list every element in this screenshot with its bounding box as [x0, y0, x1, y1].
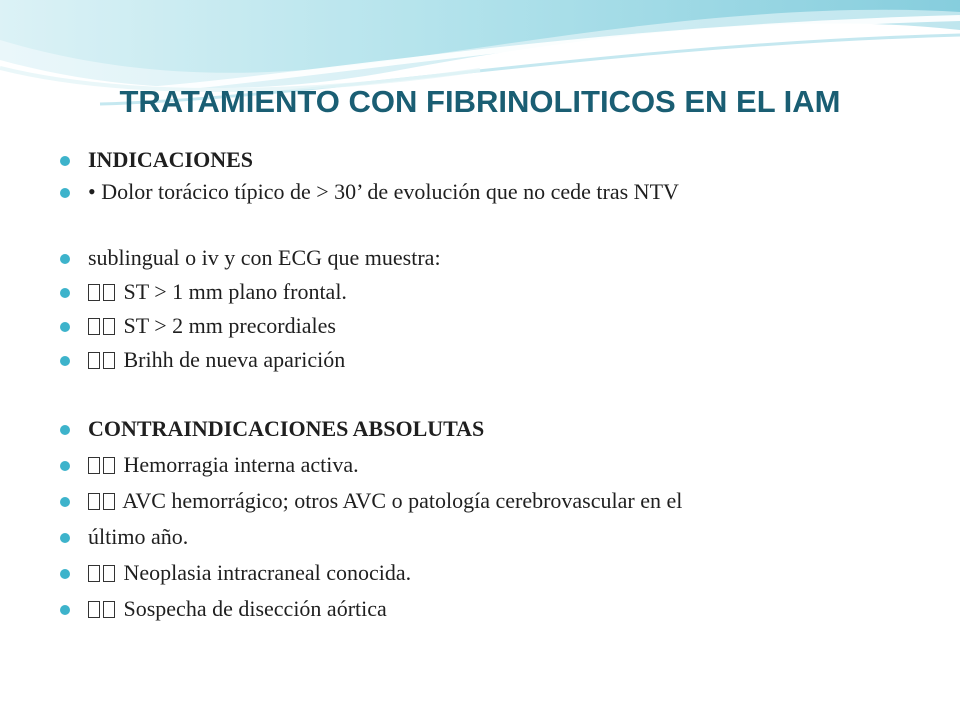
list-item: [60, 489, 910, 512]
bullet-dot-icon: [60, 156, 70, 166]
bullet-dot-icon: [60, 461, 70, 471]
list-item: [60, 525, 910, 548]
bullet-dot-icon: [60, 497, 70, 507]
list-item-label: Neoplasia intracraneal conocida.: [123, 560, 412, 585]
list-item: [60, 561, 910, 584]
missing-glyph-icon: [103, 565, 115, 582]
list-item: [60, 246, 910, 269]
list-item-label: último año.: [88, 524, 189, 549]
bullet-dot-icon: [60, 254, 70, 264]
list-item: [60, 280, 910, 303]
list-item-label: CONTRAINDICACIONES ABSOLUTAS: [88, 416, 485, 441]
list-item: [60, 180, 910, 203]
list-item: [60, 314, 910, 337]
missing-glyph-icon: [103, 493, 115, 510]
bullet-dot-icon: [60, 425, 70, 435]
missing-glyph-icon: [103, 284, 115, 301]
list-item-label: INDICACIONES: [88, 147, 254, 172]
missing-glyph-icon: [88, 284, 100, 301]
missing-glyph-icon: [88, 601, 100, 618]
list-item-text: [88, 453, 910, 476]
list-item-label: sublingual o iv y con ECG que muestra:: [88, 245, 441, 270]
missing-glyph-icon: [103, 601, 115, 618]
list-item-text: [88, 280, 910, 303]
missing-glyph-icon: [88, 493, 100, 510]
missing-glyph-icon: [88, 565, 100, 582]
missing-glyph-icon: [103, 457, 115, 474]
list-item: [60, 597, 910, 620]
bullet-dot-icon: [60, 356, 70, 366]
bullet-dot-icon: [60, 569, 70, 579]
list-item: [60, 453, 910, 476]
missing-glyph-icon: [88, 457, 100, 474]
list-item-label: Hemorragia interna activa.: [123, 452, 359, 477]
list-item-text: [88, 180, 910, 203]
bullet-dot-icon: [60, 288, 70, 298]
list-item-label: • Dolor torácico típico de > 30’ de evolución que no cede tras NTV: [88, 179, 679, 204]
list-item-text: [88, 597, 910, 620]
list-item-text: [88, 148, 910, 171]
list-item-label: Sospecha de disección aórtica: [123, 596, 387, 621]
bullet-dot-icon: [60, 188, 70, 198]
list-item-label: ST > 2 mm precordiales: [123, 313, 336, 338]
list-item: [60, 148, 910, 171]
bullet-dot-icon: [60, 605, 70, 615]
list-item-label: ST > 1 mm plano frontal.: [123, 279, 347, 304]
list-item: [60, 348, 910, 371]
bullet-dot-icon: [60, 322, 70, 332]
missing-glyph-icon: [103, 352, 115, 369]
slide-title: TRATAMIENTO CON FIBRINOLITICOS EN EL IAM: [119, 84, 841, 119]
missing-glyph-icon: [88, 318, 100, 335]
list-item-text: [88, 348, 910, 371]
list-item-text: [88, 561, 910, 584]
missing-glyph-icon: [103, 318, 115, 335]
list-item-text: [88, 525, 910, 548]
missing-glyph-icon: [88, 352, 100, 369]
list-item: [60, 417, 910, 440]
list-item-label: Brihh de nueva aparición: [123, 347, 346, 372]
list-item-text: [88, 314, 910, 337]
list-item-text: [88, 246, 910, 269]
list-item-text: [88, 417, 910, 440]
list-item-text: [88, 489, 910, 512]
bullet-dot-icon: [60, 533, 70, 543]
list-item-label: AVC hemorrágico; otros AVC o patología cerebrovascular en el: [122, 488, 683, 513]
